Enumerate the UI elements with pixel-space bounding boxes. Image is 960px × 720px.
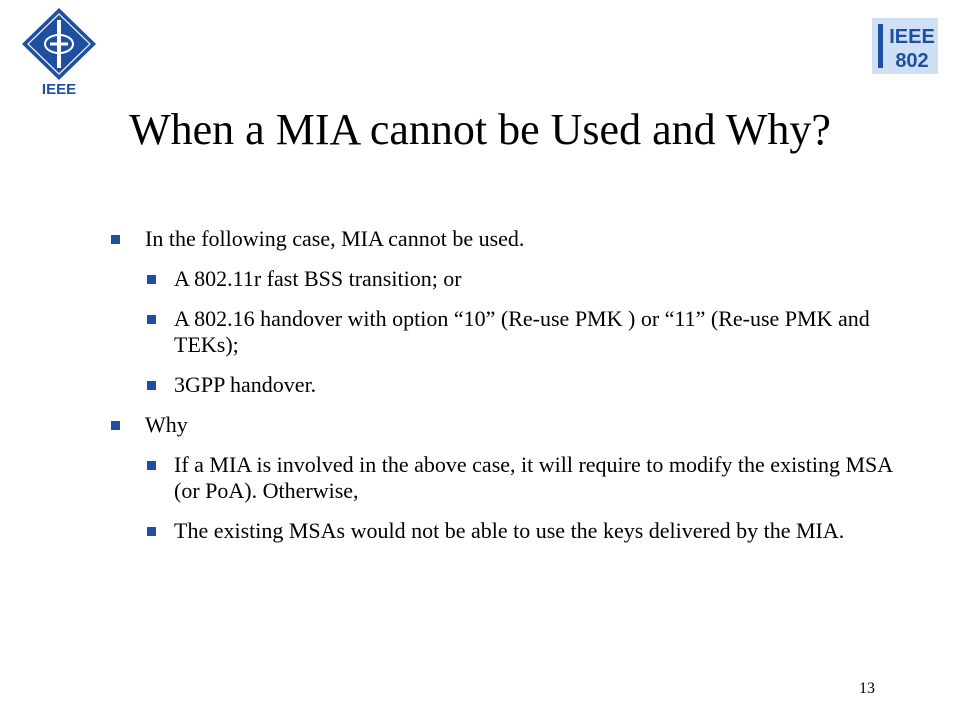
bullet-item <box>100 412 900 438</box>
square-bullet-icon <box>147 381 156 390</box>
square-bullet-icon <box>147 461 156 470</box>
logo-802-top-text: IEEE <box>889 26 935 48</box>
bullet-text: In the following case, MIA cannot be used. <box>145 226 525 251</box>
bullet-text: A 802.16 handover with option “10” (Re-use PMK ) or “11” (Re-use PMK and TEKs); <box>174 306 870 357</box>
bullet-list <box>100 226 900 558</box>
ieee-logo <box>20 6 98 96</box>
bullet-item <box>100 226 900 252</box>
ieee-logo-text: IEEE <box>41 81 77 96</box>
bullet-text: If a MIA is involved in the above case, it will require to modify the existing MSA (or PoA). Otherwise, <box>174 452 892 503</box>
bullet-text: Why <box>145 412 188 437</box>
sub-bullet-item <box>100 266 900 292</box>
ieee-802-logo <box>872 18 938 74</box>
page-number: 13 <box>859 680 875 697</box>
logo-802-bottom-text: 802 <box>895 50 929 72</box>
bullet-text: The existing MSAs would not be able to use the keys delivered by the MIA. <box>174 518 845 543</box>
square-bullet-icon <box>147 275 156 284</box>
slide-title: When a MIA cannot be Used and Why? <box>129 105 831 154</box>
square-bullet-icon <box>111 235 120 244</box>
square-bullet-icon <box>147 315 156 324</box>
sub-bullet-item <box>100 306 900 358</box>
sub-bullet-item <box>100 518 900 544</box>
square-bullet-icon <box>147 527 156 536</box>
bullet-text: A 802.11r fast BSS transition; or <box>174 266 462 291</box>
square-bullet-icon <box>111 421 120 430</box>
sub-bullet-item <box>100 452 900 504</box>
sub-bullet-item <box>100 372 900 398</box>
bullet-text: 3GPP handover. <box>174 372 317 397</box>
